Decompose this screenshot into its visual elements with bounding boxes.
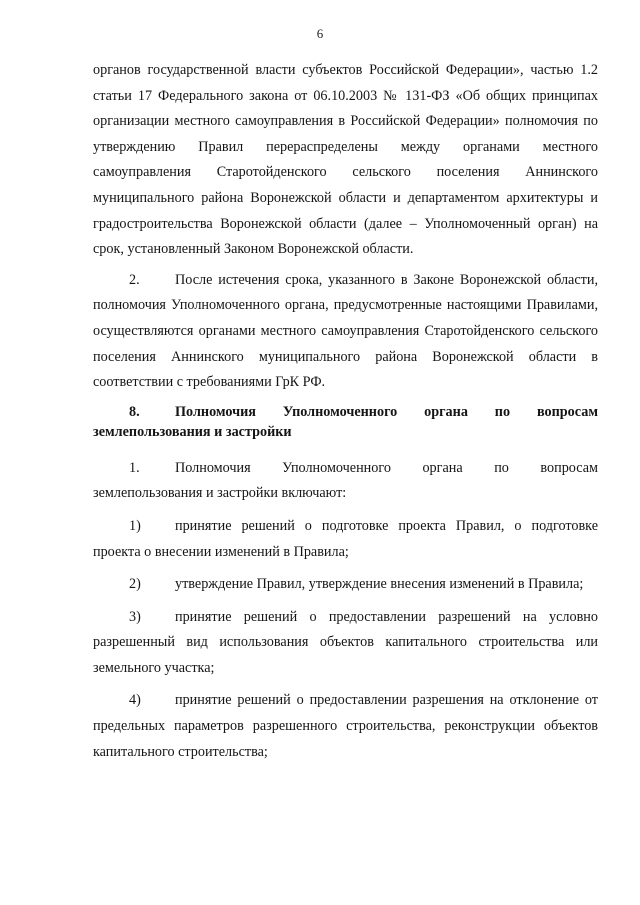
- list-item-number: 4): [129, 692, 141, 709]
- section-heading: [93, 402, 598, 442]
- list-item-number: 1): [129, 517, 141, 534]
- document-body: [93, 58, 598, 765]
- intro-text: Полномочия Уполномоченного органа по вопросам землепользования и застройки включают:: [93, 459, 598, 502]
- paragraph-2-text: После истечения срока, указанного в Законе Воронежской области, полномочия Уполномоченного органа, предусмотренные настоящими Правилами, осуществляются органами местного самоуправления Старотойденского сельского поселения Аннинского муниципального района Воронежской области в соответствии с требованиями ГрК РФ.: [93, 271, 598, 391]
- list-item-text: утверждение Правил, утверждение внесения изменений в Правила;: [175, 576, 584, 593]
- list-item-text: принятие решений о предоставлении разрешений на условно разрешенный вид использования объектов капитального строительства или земельного участка;: [93, 608, 598, 676]
- section-heading-block: [93, 402, 598, 442]
- list-item: [93, 605, 598, 682]
- paragraph-2: [93, 268, 598, 396]
- list-item: [93, 688, 598, 765]
- section-title: Полномочия Уполномоченного органа по вопросам землепользования и застройки: [93, 403, 598, 440]
- paragraph-continuation: органов государственной власти субъектов Российской Федерации», частью 1.2 статьи 17 Федерального закона от 06.10.2003 № 131-ФЗ «Об общих принципах организации местного самоуправления в Российской Федерации» полномочия по утверждению Правил перераспределены между органами местного самоуправления Старотойденского сельского поселения Аннинского муниципального района Воронежской области и департаментом архитектуры и градостроительства Воронежской области (далее – Уполномоченный орган) на срок, установленный Законом Воронежской области.: [93, 62, 598, 258]
- list-item-number: 2): [129, 576, 141, 593]
- list-item: [93, 572, 598, 598]
- list-item-number: 3): [129, 608, 141, 625]
- intro-paragraph: [93, 456, 598, 507]
- paragraph-2-number: 2.: [129, 271, 140, 288]
- intro-number: 1.: [129, 459, 140, 476]
- page-number: 6: [316, 26, 324, 41]
- list-item-text: принятие решений о подготовке проекта Правил, о подготовке проекта о внесении изменений в Правила;: [93, 517, 598, 560]
- section-number: 8.: [129, 403, 140, 420]
- list-item: [93, 514, 598, 565]
- list-item-text: принятие решений о предоставлении разрешения на отклонение от предельных параметров разрешенного строительства, реконструкции объектов капитального строительства;: [93, 692, 598, 760]
